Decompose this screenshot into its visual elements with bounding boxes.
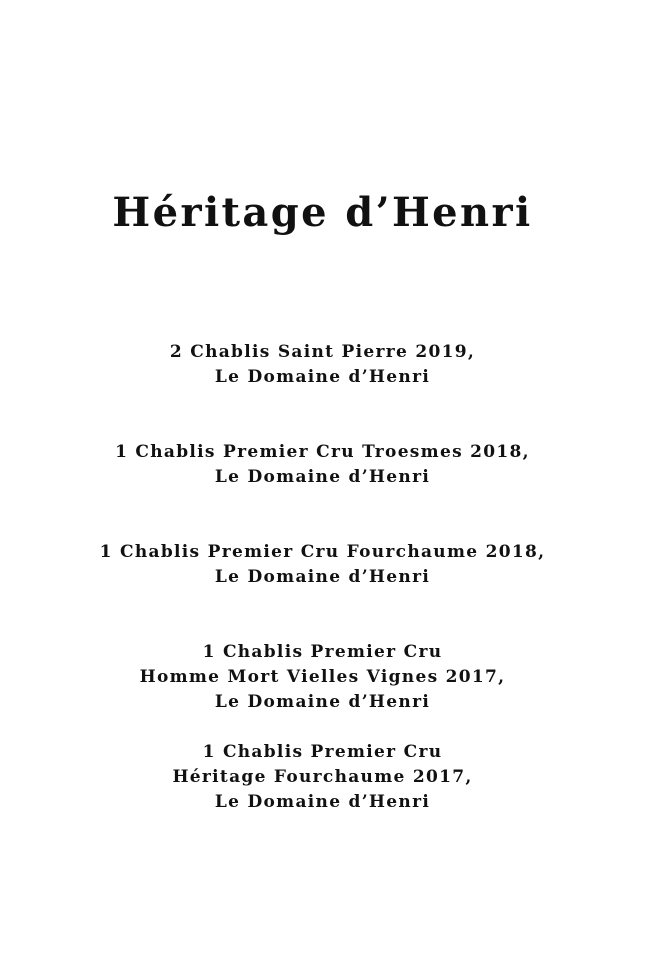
wine-line: 1 Chablis Premier Cru Troesmes 2018, — [115, 442, 530, 462]
wine-entry — [0, 740, 645, 815]
wine-line: 1 Chablis Premier Cru Fourchaume 2018, — [99, 542, 546, 562]
wine-entry — [0, 340, 645, 390]
wine-entry — [0, 640, 645, 715]
wine-line: Héritage Fourchaume 2017, — [172, 767, 473, 787]
wine-line: Le Domaine d’Henri — [214, 792, 431, 812]
wine-line: 1 Chablis Premier Cru — [202, 642, 443, 662]
wine-line: Homme Mort Vielles Vignes 2017, — [139, 667, 506, 687]
wine-line: Le Domaine d’Henri — [214, 367, 431, 387]
page-title: Héritage d’Henri — [112, 189, 533, 236]
wine-entry — [0, 540, 645, 590]
wine-line: Le Domaine d’Henri — [214, 692, 431, 712]
wine-line: 1 Chablis Premier Cru — [202, 742, 443, 762]
wine-line: 2 Chablis Saint Pierre 2019, — [169, 342, 476, 362]
wine-entry — [0, 440, 645, 490]
wine-line: Le Domaine d’Henri — [214, 567, 431, 587]
wine-line: Le Domaine d’Henri — [214, 467, 431, 487]
